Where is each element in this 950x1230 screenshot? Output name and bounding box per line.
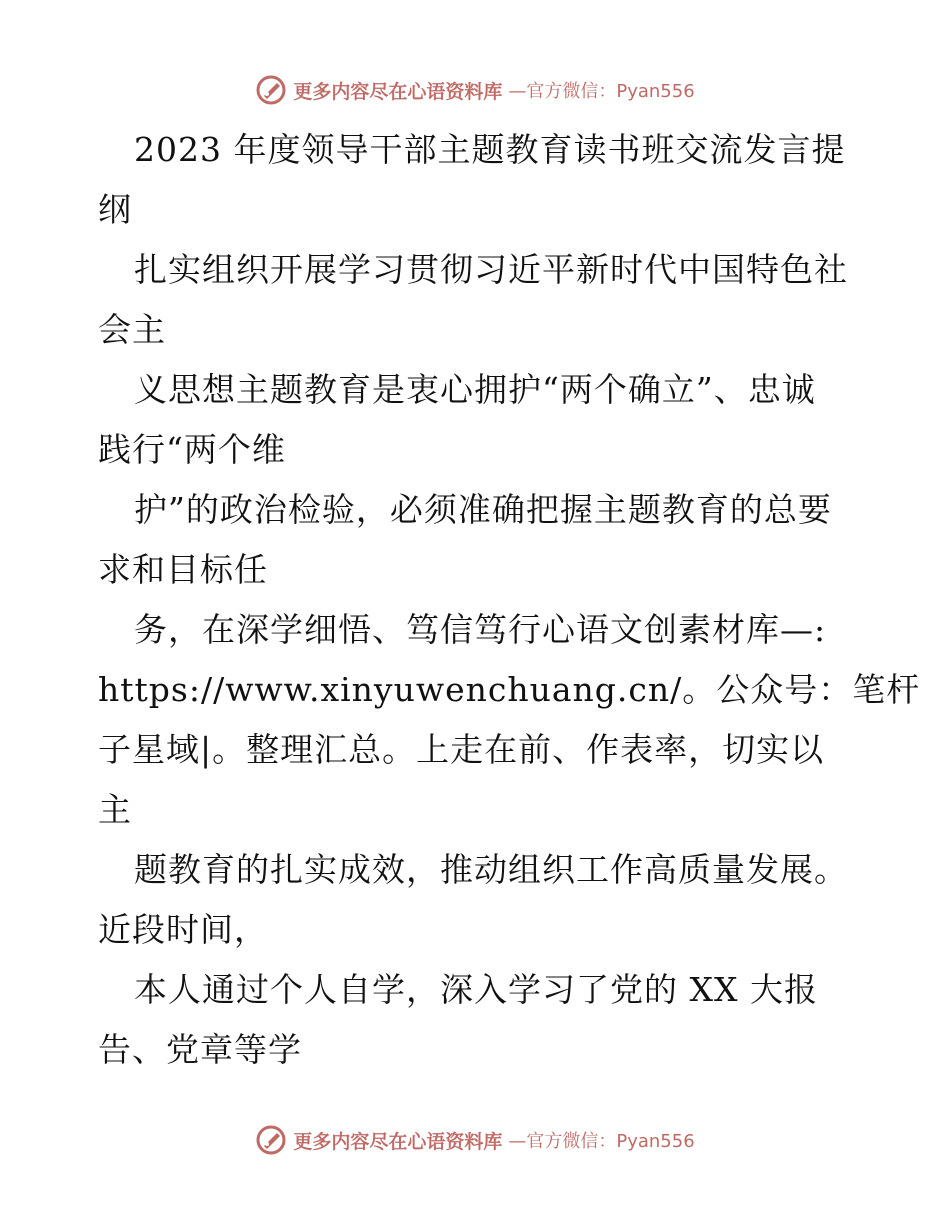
header-banner-main-text: 更多内容尽在心语资料库 — [293, 80, 503, 103]
body-line: 纲 — [98, 190, 132, 229]
footer-banner-main-text: 更多内容尽在心语资料库 — [293, 1130, 503, 1153]
header-banner-sub-text: —官方微信：Pyan556 — [508, 81, 695, 102]
body-line: 会主 — [98, 310, 166, 349]
body-line: 告、党章等学 — [98, 1030, 302, 1069]
brand-logo-icon — [255, 74, 287, 106]
body-line: 主 — [98, 790, 132, 829]
body-line: 务，在深学细悟、笃信笃行心语文创素材库—: — [134, 610, 827, 649]
document-body — [98, 120, 921, 1080]
body-line: 子星域|。整理汇总。上走在前、作表率，切实以 — [98, 730, 825, 769]
brand-logo-icon — [255, 1124, 287, 1156]
body-line: 求和目标任 — [98, 550, 268, 589]
body-line: 近段时间， — [98, 910, 268, 949]
footer-banner-sub-text: —官方微信：Pyan556 — [508, 1131, 695, 1152]
body-line: 扎实组织开展学习贯彻习近平新时代中国特色社 — [134, 250, 848, 289]
body-line: 题教育的扎实成效，推动组织工作高质量发展。 — [134, 850, 848, 889]
body-line: 践行“两个维 — [98, 430, 286, 469]
header-banner — [0, 70, 950, 110]
body-line: 2023 年度领导干部主题教育读书班交流发言提 — [134, 130, 846, 169]
body-line: https://www.xinyuwenchuang.cn/。公众号：笔杆 — [98, 670, 921, 709]
body-line: 护”的政治检验，必须准确把握主题教育的总要 — [134, 490, 832, 529]
body-line: 义思想主题教育是衷心拥护“两个确立”、忠诚 — [134, 370, 816, 409]
body-line: 本人通过个人自学，深入学习了党的 XX 大报 — [134, 970, 818, 1009]
footer-banner — [0, 1120, 950, 1160]
